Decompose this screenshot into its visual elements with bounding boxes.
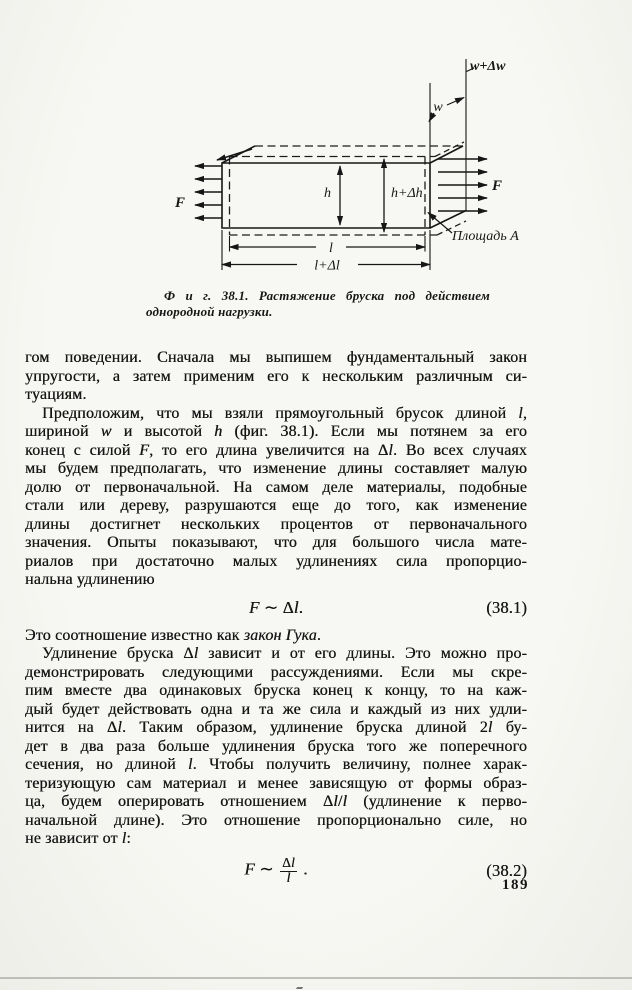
body-line: шириной w и высотой h (фиг. 38.1). Если мы потянем за его [25,423,527,440]
body-line: стали или дереву, разрушаются еще до того, как изменение [25,497,527,514]
page-number: 189 [502,877,529,893]
body-line: риалов при достаточно малых удлинениях сила пропорцио- [25,552,527,570]
figure-diagram [150,48,560,288]
force-arrows-left [195,149,252,218]
equation-row [25,849,527,893]
label-l-plus-dl: l+Δl [314,258,340,274]
body-line: туациям. [25,386,87,403]
equation-body: F ∼ $\frac{\Delta l}{l}$ . [244,854,308,885]
body-line: длины достигнет нескольких процентов от первоначального [25,515,527,533]
body-line: дый будет действовать одна и та же сила и каждый из них удли- [25,700,527,718]
body-line: дет в два раза больше удлинения бруска того же поперечного [25,737,527,755]
fraction: $\frac{\Delta l}{l}$ [282,854,295,885]
equation-number: (38.2) [486,860,527,880]
body-line: нится на Δl. Таким образом, удлинение бруска длиной 2l бу- [25,719,527,736]
label-area: Площадь A [452,229,519,244]
label-h-plus-dh: h+Δh [391,186,423,201]
label-f-right: F [492,178,503,194]
label-w: w [433,100,443,115]
height-dimension-arrows [340,159,384,232]
text-column [25,349,527,893]
label-l: l [329,241,333,256]
body-line: Предположим, что мы взяли прямоугольный брусок длиной l, [42,404,527,422]
figure-caption [146,288,490,320]
label-h: h [324,186,331,201]
body-line: пим вместе два одинаковых бруска конец к концу, то на каж- [25,682,527,699]
body-line: не зависит от l: [25,830,131,847]
body-line: ца, будем оперировать отношением Δl/l (удлинение к перво- [25,793,527,810]
force-arrows-right [438,159,487,211]
body-line: долю от первоначальной. На самом деле материалы, подобные [25,478,527,496]
body-line: теризующую сам материал и менее зависящую от формы образ- [25,774,527,792]
equation-number: (38.1) [486,597,527,617]
body-line: гом поведении. Сначала мы выпишем фундаментальный закон [25,349,527,366]
body-line: конец с силой F, то его длина увеличится на Δl. Во всех случаях [25,441,527,459]
equation-body: F ∼ Δl. [248,597,304,617]
body-line: упругости, а затем применим его к нескольким различным си- [25,367,527,385]
bar-solid-outline [222,146,466,228]
equation-row [25,590,527,627]
figure-caption-line2: однородной нагрузки. [146,304,273,319]
body-line: Это соотношение известно как закон Гука. [25,626,322,644]
label-w-plus-dw: w+Δw [470,59,506,74]
body-line: демонстрировать следующими рассуждениями. Если мы скре- [25,663,527,681]
body-line: мы будем предполагать, что изменение длины составляет малую [25,460,527,477]
figure-caption-line1: Ф и г. 38.1. Растяжение бруска под действием [164,288,490,303]
body-line: значения. Опыты показывают, что для большого числа мате- [25,534,527,551]
leader-lines [428,68,474,233]
scan-speck [296,982,306,989]
label-f-left: F [175,195,186,211]
body-line: сечения, но длиной l. Чтобы получить величину, полнее харак- [25,756,528,773]
body-line: нальна удлинению [25,571,155,588]
body-line: Удлинение бруска Δl зависит и от его длины. Это можно про- [42,645,527,662]
scan-edge-line [0,977,632,979]
body-line: начальной длине). Это отношение пропорционально силе, но [25,811,527,829]
